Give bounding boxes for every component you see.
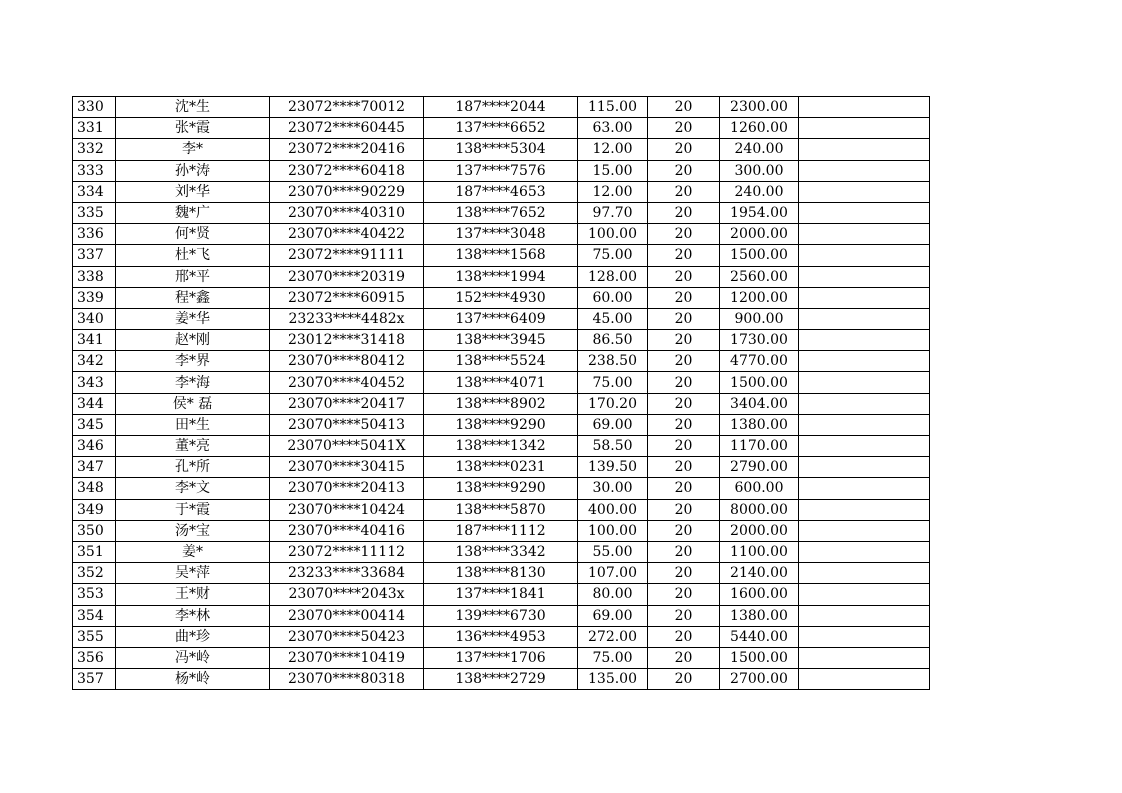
note-cell [799,393,930,414]
row-number: 349 [73,499,116,520]
rate-cell: 20 [648,245,720,266]
id-number-cell: 23070****50413 [270,414,424,435]
name-cell: 田*生 [116,414,270,435]
phone-cell: 137****1841 [424,584,578,605]
table-row [73,224,930,245]
note-cell [799,97,930,118]
id-number-cell: 23070****5041X [270,436,424,457]
amount-cell: 2790.00 [720,457,799,478]
table-row [73,181,930,202]
quantity-cell: 128.00 [578,266,648,287]
id-number-cell: 23072****70012 [270,97,424,118]
phone-cell: 138****9290 [424,478,578,499]
name-cell: 何*贤 [116,224,270,245]
note-cell [799,478,930,499]
table-row [73,139,930,160]
note-cell [799,330,930,351]
row-number: 342 [73,351,116,372]
rate-cell: 20 [648,118,720,139]
rate-cell: 20 [648,541,720,562]
rate-cell: 20 [648,563,720,584]
table-row [73,97,930,118]
name-cell: 程*鑫 [116,287,270,308]
id-number-cell: 23070****50423 [270,626,424,647]
quantity-cell: 170.20 [578,393,648,414]
table-row [73,605,930,626]
quantity-cell: 100.00 [578,224,648,245]
row-number: 347 [73,457,116,478]
id-number-cell: 23072****60915 [270,287,424,308]
table-row [73,266,930,287]
row-number: 356 [73,647,116,668]
amount-cell: 1500.00 [720,372,799,393]
phone-cell: 138****3342 [424,541,578,562]
rate-cell: 20 [648,626,720,647]
row-number: 353 [73,584,116,605]
name-cell: 李* [116,139,270,160]
id-number-cell: 23233****33684 [270,563,424,584]
row-number: 352 [73,563,116,584]
amount-cell: 1954.00 [720,202,799,223]
rate-cell: 20 [648,478,720,499]
table-row [73,584,930,605]
row-number: 343 [73,372,116,393]
amount-cell: 300.00 [720,160,799,181]
name-cell: 侯* 磊 [116,393,270,414]
note-cell [799,224,930,245]
row-number: 339 [73,287,116,308]
phone-cell: 138****5304 [424,139,578,160]
row-number: 337 [73,245,116,266]
amount-cell: 2140.00 [720,563,799,584]
row-number: 351 [73,541,116,562]
row-number: 338 [73,266,116,287]
row-number: 357 [73,669,116,690]
quantity-cell: 107.00 [578,563,648,584]
phone-cell: 187****2044 [424,97,578,118]
rate-cell: 20 [648,160,720,181]
table-row [73,626,930,647]
amount-cell: 8000.00 [720,499,799,520]
note-cell [799,160,930,181]
note-cell [799,520,930,541]
name-cell: 李*界 [116,351,270,372]
amount-cell: 1200.00 [720,287,799,308]
note-cell [799,139,930,160]
id-number-cell: 23012****31418 [270,330,424,351]
name-cell: 李*文 [116,478,270,499]
phone-cell: 137****3048 [424,224,578,245]
name-cell: 董*亮 [116,436,270,457]
quantity-cell: 69.00 [578,414,648,435]
amount-cell: 1380.00 [720,605,799,626]
quantity-cell: 400.00 [578,499,648,520]
rate-cell: 20 [648,605,720,626]
id-number-cell: 23070****2043x [270,584,424,605]
quantity-cell: 12.00 [578,139,648,160]
rate-cell: 20 [648,436,720,457]
note-cell [799,372,930,393]
row-number: 344 [73,393,116,414]
table-row [73,118,930,139]
table-row [73,541,930,562]
row-number: 333 [73,160,116,181]
note-cell [799,584,930,605]
rate-cell: 20 [648,202,720,223]
note-cell [799,308,930,329]
table-row [73,647,930,668]
phone-cell: 136****4953 [424,626,578,647]
note-cell [799,457,930,478]
table-row [73,393,930,414]
id-number-cell: 23070****20413 [270,478,424,499]
table-row [73,669,930,690]
rate-cell: 20 [648,330,720,351]
phone-cell: 152****4930 [424,287,578,308]
id-number-cell: 23070****30415 [270,457,424,478]
id-number-cell: 23072****91111 [270,245,424,266]
name-cell: 冯*岭 [116,647,270,668]
rate-cell: 20 [648,669,720,690]
rate-cell: 20 [648,647,720,668]
id-number-cell: 23072****60418 [270,160,424,181]
rate-cell: 20 [648,372,720,393]
phone-cell: 138****8130 [424,563,578,584]
phone-cell: 187****4653 [424,181,578,202]
amount-cell: 1500.00 [720,647,799,668]
note-cell [799,563,930,584]
note-cell [799,669,930,690]
name-cell: 李*海 [116,372,270,393]
rate-cell: 20 [648,351,720,372]
rate-cell: 20 [648,97,720,118]
quantity-cell: 115.00 [578,97,648,118]
amount-cell: 2000.00 [720,224,799,245]
rate-cell: 20 [648,266,720,287]
id-number-cell: 23233****4482x [270,308,424,329]
name-cell: 张*霞 [116,118,270,139]
id-number-cell: 23070****80318 [270,669,424,690]
amount-cell: 1600.00 [720,584,799,605]
row-number: 334 [73,181,116,202]
id-number-cell: 23070****40416 [270,520,424,541]
id-number-cell: 23072****20416 [270,139,424,160]
quantity-cell: 80.00 [578,584,648,605]
table-row [73,308,930,329]
id-number-cell: 23070****90229 [270,181,424,202]
note-cell [799,266,930,287]
rate-cell: 20 [648,181,720,202]
quantity-cell: 60.00 [578,287,648,308]
quantity-cell: 97.70 [578,202,648,223]
table-row [73,287,930,308]
phone-cell: 138****7652 [424,202,578,223]
name-cell: 杜*飞 [116,245,270,266]
quantity-cell: 55.00 [578,541,648,562]
rate-cell: 20 [648,139,720,160]
id-number-cell: 23070****10419 [270,647,424,668]
amount-cell: 900.00 [720,308,799,329]
phone-cell: 138****5524 [424,351,578,372]
name-cell: 杨*岭 [116,669,270,690]
table-row [73,457,930,478]
note-cell [799,647,930,668]
row-number: 345 [73,414,116,435]
note-cell [799,181,930,202]
phone-cell: 139****6730 [424,605,578,626]
amount-cell: 1100.00 [720,541,799,562]
table-row [73,160,930,181]
rate-cell: 20 [648,520,720,541]
note-cell [799,541,930,562]
id-number-cell: 23072****11112 [270,541,424,562]
row-number: 336 [73,224,116,245]
name-cell: 曲*珍 [116,626,270,647]
note-cell [799,605,930,626]
table-row [73,520,930,541]
note-cell [799,245,930,266]
id-number-cell: 23070****40310 [270,202,424,223]
id-number-cell: 23070****40452 [270,372,424,393]
row-number: 332 [73,139,116,160]
amount-cell: 1260.00 [720,118,799,139]
phone-cell: 138****3945 [424,330,578,351]
amount-cell: 1170.00 [720,436,799,457]
name-cell: 姜* [116,541,270,562]
id-number-cell: 23070****00414 [270,605,424,626]
note-cell [799,202,930,223]
name-cell: 姜*华 [116,308,270,329]
row-number: 354 [73,605,116,626]
amount-cell: 1500.00 [720,245,799,266]
note-cell [799,414,930,435]
amount-cell: 2300.00 [720,97,799,118]
name-cell: 刘*华 [116,181,270,202]
name-cell: 于*霞 [116,499,270,520]
rate-cell: 20 [648,457,720,478]
phone-cell: 138****4071 [424,372,578,393]
name-cell: 邢*平 [116,266,270,287]
quantity-cell: 75.00 [578,372,648,393]
amount-cell: 600.00 [720,478,799,499]
amount-cell: 5440.00 [720,626,799,647]
rate-cell: 20 [648,584,720,605]
table-row [73,436,930,457]
table-row [73,245,930,266]
amount-cell: 4770.00 [720,351,799,372]
amount-cell: 1380.00 [720,414,799,435]
note-cell [799,499,930,520]
table-row [73,372,930,393]
phone-cell: 187****1112 [424,520,578,541]
id-number-cell: 23070****20417 [270,393,424,414]
quantity-cell: 75.00 [578,245,648,266]
rate-cell: 20 [648,414,720,435]
amount-cell: 2000.00 [720,520,799,541]
phone-cell: 138****8902 [424,393,578,414]
row-number: 355 [73,626,116,647]
quantity-cell: 15.00 [578,160,648,181]
quantity-cell: 58.50 [578,436,648,457]
name-cell: 孔*所 [116,457,270,478]
row-number: 335 [73,202,116,223]
quantity-cell: 30.00 [578,478,648,499]
table-row [73,202,930,223]
name-cell: 孙*涛 [116,160,270,181]
quantity-cell: 86.50 [578,330,648,351]
note-cell [799,118,930,139]
phone-cell: 138****0231 [424,457,578,478]
amount-cell: 240.00 [720,181,799,202]
phone-cell: 138****5870 [424,499,578,520]
id-number-cell: 23070****80412 [270,351,424,372]
name-cell: 赵*刚 [116,330,270,351]
quantity-cell: 63.00 [578,118,648,139]
rate-cell: 20 [648,308,720,329]
name-cell: 汤*宝 [116,520,270,541]
phone-cell: 137****6409 [424,308,578,329]
data-sheet [72,96,930,690]
phone-cell: 137****7576 [424,160,578,181]
table-row [73,478,930,499]
phone-cell: 138****1342 [424,436,578,457]
row-number: 340 [73,308,116,329]
phone-cell: 138****1994 [424,266,578,287]
amount-cell: 2700.00 [720,669,799,690]
rate-cell: 20 [648,224,720,245]
amount-cell: 3404.00 [720,393,799,414]
row-number: 346 [73,436,116,457]
name-cell: 李*林 [116,605,270,626]
table-row [73,563,930,584]
name-cell: 王*财 [116,584,270,605]
quantity-cell: 238.50 [578,351,648,372]
row-number: 330 [73,97,116,118]
phone-cell: 137****6652 [424,118,578,139]
name-cell: 魏*广 [116,202,270,223]
quantity-cell: 135.00 [578,669,648,690]
amount-cell: 1730.00 [720,330,799,351]
rate-cell: 20 [648,393,720,414]
amount-cell: 240.00 [720,139,799,160]
table-row [73,499,930,520]
note-cell [799,287,930,308]
rate-cell: 20 [648,287,720,308]
table-row [73,330,930,351]
quantity-cell: 272.00 [578,626,648,647]
records-table [72,96,930,690]
note-cell [799,351,930,372]
row-number: 331 [73,118,116,139]
row-number: 341 [73,330,116,351]
amount-cell: 2560.00 [720,266,799,287]
id-number-cell: 23070****40422 [270,224,424,245]
name-cell: 吴*萍 [116,563,270,584]
quantity-cell: 75.00 [578,647,648,668]
name-cell: 沈*生 [116,97,270,118]
phone-cell: 137****1706 [424,647,578,668]
quantity-cell: 69.00 [578,605,648,626]
table-row [73,414,930,435]
phone-cell: 138****9290 [424,414,578,435]
id-number-cell: 23070****10424 [270,499,424,520]
quantity-cell: 139.50 [578,457,648,478]
table-row [73,351,930,372]
note-cell [799,626,930,647]
id-number-cell: 23072****60445 [270,118,424,139]
quantity-cell: 12.00 [578,181,648,202]
note-cell [799,436,930,457]
rate-cell: 20 [648,499,720,520]
table-body [73,97,930,690]
row-number: 348 [73,478,116,499]
id-number-cell: 23070****20319 [270,266,424,287]
phone-cell: 138****2729 [424,669,578,690]
row-number: 350 [73,520,116,541]
quantity-cell: 45.00 [578,308,648,329]
phone-cell: 138****1568 [424,245,578,266]
quantity-cell: 100.00 [578,520,648,541]
